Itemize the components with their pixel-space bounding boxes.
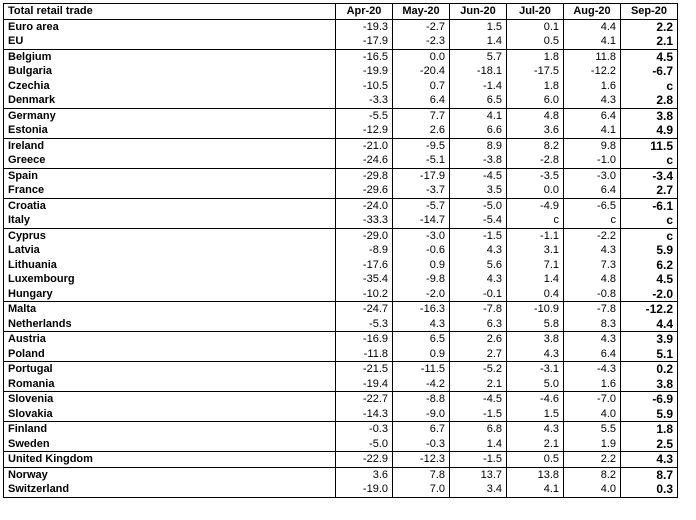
header-may-20: May-20 [393, 4, 450, 20]
value-cell: -1.1 [507, 228, 564, 243]
value-cell: -5.4 [450, 213, 507, 228]
value-cell: 1.5 [450, 19, 507, 34]
value-cell: 6.2 [621, 258, 678, 273]
value-cell: -12.3 [393, 452, 450, 468]
table-row [4, 198, 678, 213]
value-cell: -20.4 [393, 64, 450, 79]
header-apr-20: Apr-20 [336, 4, 393, 20]
value-cell: 5.1 [621, 347, 678, 362]
header-row [4, 4, 678, 20]
value-cell: 2.7 [450, 347, 507, 362]
value-cell: 0.4 [507, 287, 564, 302]
value-cell: -16.5 [336, 49, 393, 64]
value-cell: -1.5 [450, 228, 507, 243]
value-cell: 4.1 [564, 123, 621, 138]
value-cell: -6.9 [621, 392, 678, 407]
value-cell: 2.6 [393, 123, 450, 138]
value-cell: -7.8 [564, 302, 621, 317]
value-cell: -5.0 [450, 198, 507, 213]
value-cell: 7.7 [393, 108, 450, 123]
value-cell: -29.0 [336, 228, 393, 243]
value-cell: -35.4 [336, 272, 393, 287]
value-cell: -16.3 [393, 302, 450, 317]
table-row [4, 377, 678, 392]
value-cell: -0.3 [336, 422, 393, 437]
value-cell: 2.7 [621, 183, 678, 198]
value-cell: -0.6 [393, 243, 450, 258]
value-cell: 4.3 [507, 347, 564, 362]
country-cell: Romania [8, 377, 55, 390]
country-cell: Finland [4, 422, 336, 437]
header-aug-20: Aug-20 [564, 4, 621, 20]
country-cell: Germany [4, 108, 336, 123]
value-cell: 9.8 [564, 138, 621, 153]
country-cell: EU [8, 35, 24, 48]
value-cell: 1.6 [564, 79, 621, 94]
value-cell: 6.0 [507, 93, 564, 108]
country-cell: Spain [4, 168, 336, 183]
table-row [4, 422, 678, 437]
value-cell: -4.5 [450, 168, 507, 183]
table-row [4, 168, 678, 183]
country-cell: Croatia [4, 198, 336, 213]
value-cell: 3.9 [621, 332, 678, 347]
value-cell: 3.1 [507, 243, 564, 258]
value-cell: -2.8 [507, 153, 564, 168]
value-cell: -4.3 [564, 362, 621, 377]
table-row [4, 93, 678, 108]
country-cell: Switzerland [8, 483, 70, 496]
value-cell: 2.1 [621, 34, 678, 49]
value-cell: -1.0 [564, 153, 621, 168]
country-cell: Austria [4, 332, 336, 347]
value-cell: 6.4 [564, 183, 621, 198]
country-cell: Euro area [8, 20, 59, 33]
value-cell: 4.0 [564, 482, 621, 497]
country-cell: Denmark [8, 94, 56, 107]
header-jun-20: Jun-20 [450, 4, 507, 20]
value-cell: 4.4 [564, 19, 621, 34]
value-cell: -17.5 [507, 64, 564, 79]
value-cell: 13.8 [507, 467, 564, 482]
value-cell: -12.2 [564, 64, 621, 79]
value-cell: -12.9 [336, 123, 393, 138]
value-cell: 4.3 [507, 422, 564, 437]
table-row [4, 183, 678, 198]
value-cell: 3.8 [621, 377, 678, 392]
value-cell: 2.5 [621, 437, 678, 452]
country-cell: United Kingdom [4, 452, 336, 468]
value-cell: 2.6 [450, 332, 507, 347]
table-row [4, 153, 678, 168]
value-cell: -12.2 [621, 302, 678, 317]
value-cell: 5.5 [564, 422, 621, 437]
value-cell: -17.6 [336, 258, 393, 273]
value-cell: -7.8 [450, 302, 507, 317]
table-row [4, 407, 678, 422]
country-cell: Slovakia [8, 407, 53, 420]
value-cell: -3.0 [393, 228, 450, 243]
value-cell: -2.7 [393, 19, 450, 34]
value-cell: -1.4 [450, 79, 507, 94]
value-cell: c [621, 213, 678, 228]
table-row [4, 332, 678, 347]
value-cell: c [621, 153, 678, 168]
table-row [4, 287, 678, 302]
value-cell: c [621, 228, 678, 243]
value-cell: -3.3 [336, 93, 393, 108]
value-cell: c [621, 79, 678, 94]
table-row [4, 123, 678, 138]
table-row [4, 302, 678, 317]
country-cell: Sweden [8, 437, 50, 450]
value-cell: -21.5 [336, 362, 393, 377]
value-cell: 4.3 [564, 332, 621, 347]
table-row [4, 452, 678, 468]
value-cell: 1.4 [450, 34, 507, 49]
value-cell: 8.7 [621, 467, 678, 482]
value-cell: 6.3 [450, 317, 507, 332]
table-row [4, 362, 678, 377]
table-row [4, 79, 678, 94]
table-row [4, 108, 678, 123]
country-cell: Bulgaria [8, 65, 53, 78]
value-cell: -6.5 [564, 198, 621, 213]
value-cell: -5.2 [450, 362, 507, 377]
value-cell: -3.7 [393, 183, 450, 198]
value-cell: 1.4 [450, 437, 507, 452]
country-cell: Slovenia [4, 392, 336, 407]
value-cell: -17.9 [336, 34, 393, 49]
value-cell: -19.3 [336, 19, 393, 34]
table-row [4, 19, 678, 34]
value-cell: -9.5 [393, 138, 450, 153]
value-cell: 0.2 [621, 362, 678, 377]
value-cell: 0.9 [393, 347, 450, 362]
value-cell: 0.3 [621, 482, 678, 497]
table-row [4, 437, 678, 452]
value-cell: -0.3 [393, 437, 450, 452]
value-cell: 8.2 [564, 467, 621, 482]
value-cell: -19.0 [336, 482, 393, 497]
value-cell: c [564, 213, 621, 228]
country-cell: Cyprus [4, 228, 336, 243]
value-cell: -9.0 [393, 407, 450, 422]
value-cell: 1.4 [507, 272, 564, 287]
value-cell: 6.4 [564, 108, 621, 123]
table-body [4, 19, 678, 497]
value-cell: 5.9 [621, 407, 678, 422]
value-cell: -8.8 [393, 392, 450, 407]
value-cell: -14.3 [336, 407, 393, 422]
value-cell: 4.0 [564, 407, 621, 422]
value-cell: 4.4 [621, 317, 678, 332]
value-cell: 4.3 [564, 243, 621, 258]
value-cell: -7.0 [564, 392, 621, 407]
value-cell: 6.4 [393, 93, 450, 108]
country-cell: France [8, 184, 45, 197]
country-cell: Malta [4, 302, 336, 317]
country-cell: Estonia [8, 124, 48, 137]
table-row [4, 467, 678, 482]
value-cell: 0.0 [507, 183, 564, 198]
value-cell: -5.3 [336, 317, 393, 332]
value-cell: 6.8 [450, 422, 507, 437]
table-row [4, 49, 678, 64]
value-cell: 1.8 [507, 49, 564, 64]
country-cell: Hungary [8, 287, 53, 300]
value-cell: -4.5 [450, 392, 507, 407]
value-cell: 2.2 [621, 19, 678, 34]
value-cell: -0.8 [564, 287, 621, 302]
value-cell: -4.6 [507, 392, 564, 407]
value-cell: 1.6 [564, 377, 621, 392]
table-row [4, 213, 678, 228]
value-cell: 0.7 [393, 79, 450, 94]
value-cell: 5.0 [507, 377, 564, 392]
retail-trade-table [3, 3, 678, 498]
value-cell: -16.9 [336, 332, 393, 347]
value-cell: -2.0 [621, 287, 678, 302]
value-cell: -1.5 [450, 452, 507, 468]
value-cell: -10.5 [336, 79, 393, 94]
value-cell: 7.3 [564, 258, 621, 273]
header-jul-20: Jul-20 [507, 4, 564, 20]
value-cell: -5.0 [336, 437, 393, 452]
value-cell: 8.9 [450, 138, 507, 153]
country-cell: Italy [8, 214, 31, 227]
value-cell: -6.7 [621, 64, 678, 79]
country-cell: Portugal [4, 362, 336, 377]
table-row [4, 243, 678, 258]
header-indicator: Total retail trade [4, 4, 336, 20]
value-cell: 7.0 [393, 482, 450, 497]
value-cell: -5.5 [336, 108, 393, 123]
value-cell: 3.6 [336, 467, 393, 482]
value-cell: -29.8 [336, 168, 393, 183]
value-cell: 4.3 [450, 272, 507, 287]
value-cell: c [507, 213, 564, 228]
value-cell: 3.5 [450, 183, 507, 198]
value-cell: 3.8 [621, 108, 678, 123]
value-cell: -3.5 [507, 168, 564, 183]
value-cell: 4.5 [621, 49, 678, 64]
value-cell: 0.9 [393, 258, 450, 273]
value-cell: 5.7 [450, 49, 507, 64]
country-cell: Belgium [4, 49, 336, 64]
value-cell: -22.7 [336, 392, 393, 407]
value-cell: -19.4 [336, 377, 393, 392]
value-cell: 3.6 [507, 123, 564, 138]
country-cell: Latvia [8, 244, 40, 257]
value-cell: 13.7 [450, 467, 507, 482]
table-row [4, 228, 678, 243]
table-row [4, 64, 678, 79]
value-cell: 4.3 [393, 317, 450, 332]
value-cell: 6.5 [393, 332, 450, 347]
value-cell: -10.2 [336, 287, 393, 302]
value-cell: -10.9 [507, 302, 564, 317]
value-cell: 8.2 [507, 138, 564, 153]
value-cell: -14.7 [393, 213, 450, 228]
value-cell: -17.9 [393, 168, 450, 183]
value-cell: 11.5 [621, 138, 678, 153]
value-cell: 4.1 [450, 108, 507, 123]
country-cell: Czechia [8, 79, 50, 92]
value-cell: 3.8 [507, 332, 564, 347]
value-cell: -9.8 [393, 272, 450, 287]
value-cell: -8.9 [336, 243, 393, 258]
value-cell: 4.3 [450, 243, 507, 258]
value-cell: -24.0 [336, 198, 393, 213]
value-cell: -2.0 [393, 287, 450, 302]
value-cell: 4.8 [507, 108, 564, 123]
header-sep-20: Sep-20 [621, 4, 678, 20]
value-cell: -5.7 [393, 198, 450, 213]
country-cell: Netherlands [8, 317, 72, 330]
value-cell: -24.7 [336, 302, 393, 317]
value-cell: 3.4 [450, 482, 507, 497]
table-row [4, 482, 678, 497]
value-cell: 4.8 [564, 272, 621, 287]
value-cell: 1.9 [564, 437, 621, 452]
value-cell: 5.6 [450, 258, 507, 273]
value-cell: 4.1 [564, 34, 621, 49]
value-cell: 2.8 [621, 93, 678, 108]
value-cell: -19.9 [336, 64, 393, 79]
retail-trade-table-wrapper [3, 3, 678, 498]
value-cell: -2.2 [564, 228, 621, 243]
value-cell: -21.0 [336, 138, 393, 153]
value-cell: 4.3 [564, 93, 621, 108]
value-cell: -33.3 [336, 213, 393, 228]
value-cell: 5.9 [621, 243, 678, 258]
value-cell: -11.5 [393, 362, 450, 377]
country-cell: Greece [8, 154, 46, 167]
value-cell: 0.5 [507, 34, 564, 49]
value-cell: -2.3 [393, 34, 450, 49]
value-cell: -24.6 [336, 153, 393, 168]
value-cell: -5.1 [393, 153, 450, 168]
country-cell: Poland [8, 347, 45, 360]
value-cell: 0.1 [507, 19, 564, 34]
value-cell: -4.2 [393, 377, 450, 392]
table-row [4, 392, 678, 407]
table-row [4, 317, 678, 332]
value-cell: -29.6 [336, 183, 393, 198]
value-cell: 0.0 [393, 49, 450, 64]
value-cell: 4.1 [507, 482, 564, 497]
table-row [4, 34, 678, 49]
value-cell: -1.5 [450, 407, 507, 422]
value-cell: 6.4 [564, 347, 621, 362]
value-cell: -18.1 [450, 64, 507, 79]
value-cell: 0.5 [507, 452, 564, 468]
value-cell: -3.1 [507, 362, 564, 377]
value-cell: -3.4 [621, 168, 678, 183]
value-cell: 2.2 [564, 452, 621, 468]
value-cell: 1.5 [507, 407, 564, 422]
value-cell: 11.8 [564, 49, 621, 64]
value-cell: 2.1 [450, 377, 507, 392]
value-cell: 6.7 [393, 422, 450, 437]
value-cell: 4.3 [621, 452, 678, 468]
value-cell: 5.8 [507, 317, 564, 332]
table-row [4, 138, 678, 153]
value-cell: -0.1 [450, 287, 507, 302]
value-cell: 4.9 [621, 123, 678, 138]
value-cell: 8.3 [564, 317, 621, 332]
value-cell: 1.8 [621, 422, 678, 437]
table-row [4, 272, 678, 287]
country-cell: Norway [4, 467, 336, 482]
value-cell: -6.1 [621, 198, 678, 213]
table-row [4, 258, 678, 273]
value-cell: -3.8 [450, 153, 507, 168]
value-cell: 6.5 [450, 93, 507, 108]
value-cell: 2.1 [507, 437, 564, 452]
table-row [4, 347, 678, 362]
country-cell: Luxembourg [8, 273, 75, 286]
value-cell: -4.9 [507, 198, 564, 213]
value-cell: 1.8 [507, 79, 564, 94]
value-cell: 7.1 [507, 258, 564, 273]
value-cell: 6.6 [450, 123, 507, 138]
value-cell: -22.9 [336, 452, 393, 468]
value-cell: -11.8 [336, 347, 393, 362]
value-cell: 4.5 [621, 272, 678, 287]
country-cell: Lithuania [8, 258, 57, 271]
country-cell: Ireland [4, 138, 336, 153]
value-cell: 7.8 [393, 467, 450, 482]
value-cell: -3.0 [564, 168, 621, 183]
